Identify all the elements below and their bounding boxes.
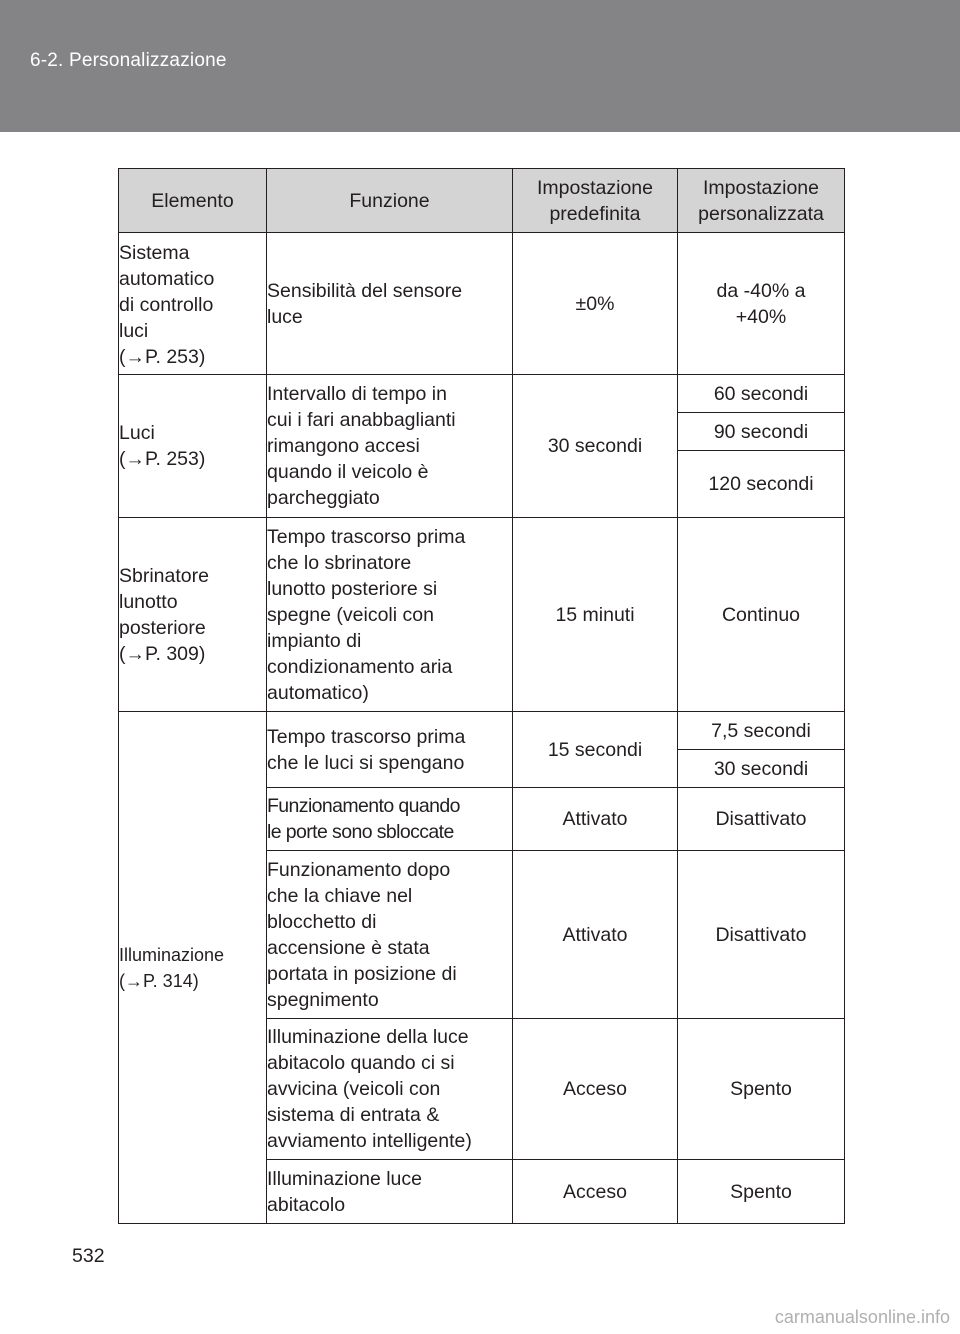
header-custom: Impostazione personalizzata [678,169,845,233]
section-title: 6-2. Personalizzazione [30,50,227,71]
default-cell: ±0% [513,233,678,375]
table-row [119,518,845,712]
element-cell: Luci (→P. 253) [119,375,267,518]
table-row [119,233,845,375]
function-cell: Tempo trascorso prima che le luci si spengano [267,712,513,788]
custom-cell: 30 secondi [678,750,845,788]
default-cell: Attivato [513,788,678,851]
element-cell: Sistema automatico di controllo luci (→P. 253) [119,233,267,375]
custom-cell: Spento [678,1160,845,1224]
custom-cell: Continuo [678,518,845,712]
element-cell: Sbrinatore lunotto posteriore (→P. 309) [119,518,267,712]
custom-cell: 60 secondi [678,375,845,413]
function-cell: Illuminazione della luce abitacolo quando ci si avvicina (veicoli con sistema di entrata & avviamento intelligente) [267,1019,513,1160]
watermark: carmanualsonline.info [774,1307,950,1327]
table-row [119,375,845,413]
header-funzione: Funzione [267,169,513,233]
page-header [0,0,960,132]
function-cell: Tempo trascorso prima che lo sbrinatore lunotto posteriore si spegne (veicoli con impianto di condizionamento aria automatico) [267,518,513,712]
default-cell: Acceso [513,1160,678,1224]
custom-cell: 7,5 secondi [678,712,845,750]
table-header-row [119,169,845,233]
page-number: 532 [72,1245,105,1267]
default-cell: 15 secondi [513,712,678,788]
custom-cell: Disattivato [678,851,845,1019]
header-elemento: Elemento [119,169,267,233]
function-cell: Illuminazione luce abitacolo [267,1160,513,1224]
custom-cell: Spento [678,1019,845,1160]
header-default: Impostazione predefinita [513,169,678,233]
default-cell: 30 secondi [513,375,678,518]
function-cell: Sensibilità del sensore luce [267,233,513,375]
function-cell: Intervallo di tempo in cui i fari anabbaglianti rimangono accesi quando il veicolo è parcheggiato [267,375,513,518]
custom-cell: 90 secondi [678,413,845,451]
function-cell: Funzionamento quando le porte sono sbloccate [267,788,513,851]
custom-cell: da -40% a +40% [678,233,845,375]
custom-cell: 120 secondi [678,451,845,518]
custom-cell: Disattivato [678,788,845,851]
default-cell: Attivato [513,851,678,1019]
default-cell: Acceso [513,1019,678,1160]
default-cell: 15 minuti [513,518,678,712]
function-cell: Funzionamento dopo che la chiave nel blocchetto di accensione è stata portata in posizione di spegnimento [267,851,513,1019]
table-row [119,712,845,750]
settings-table [118,168,845,1224]
element-cell: Illuminazione (→P. 314) [119,712,267,1224]
